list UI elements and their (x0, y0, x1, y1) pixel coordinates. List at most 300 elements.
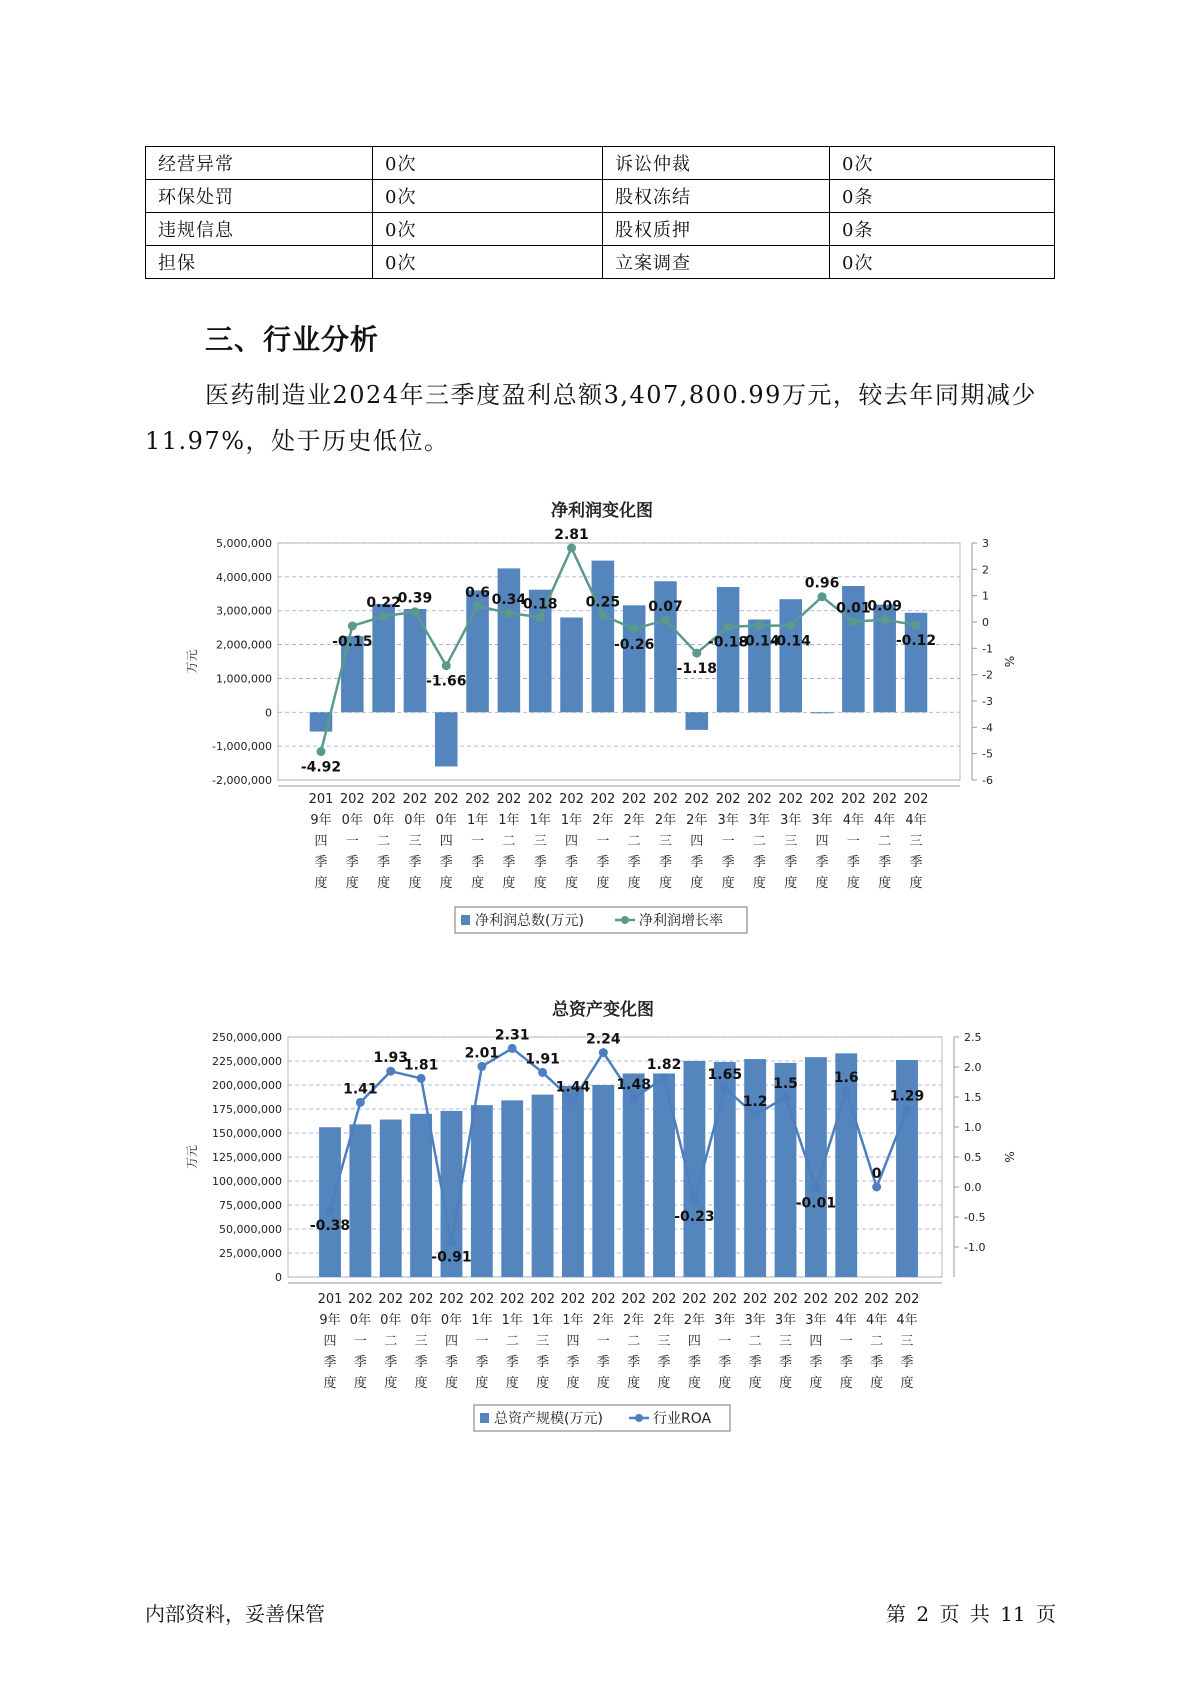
data-label: 1.65 (707, 1067, 743, 1083)
line-point (356, 1098, 365, 1107)
bar (435, 712, 458, 766)
line-point (326, 1205, 335, 1214)
x-tick-label: 度 (658, 876, 672, 891)
x-tick-label: 202 (499, 1292, 525, 1307)
x-tick-label: 季 (565, 855, 579, 870)
x-tick-label: 三 (408, 834, 422, 849)
data-label: -0.91 (431, 1249, 472, 1266)
x-tick-label: 二 (870, 1334, 884, 1349)
x-tick-label: 度 (909, 876, 923, 891)
line-point (504, 609, 513, 618)
x-tick-label: 四 (687, 1334, 701, 1349)
x-tick-label: 0年 (404, 813, 426, 828)
table-row (146, 246, 1055, 279)
x-tick-label: 度 (690, 876, 704, 891)
data-label: 1.2 (742, 1094, 768, 1110)
y2-tick-label: 0.0 (964, 1181, 982, 1194)
data-label: 0.25 (585, 594, 621, 611)
x-tick-label: 季 (718, 1355, 732, 1370)
x-tick-label: 二 (752, 834, 766, 849)
line-point (536, 613, 545, 622)
table-row (146, 180, 1055, 213)
y2-tick-label: 1.5 (964, 1091, 982, 1104)
x-tick-label: 季 (900, 1355, 914, 1370)
x-tick-label: 季 (690, 855, 704, 870)
x-tick-label: 202 (840, 792, 866, 807)
x-tick-label: 二 (627, 834, 641, 849)
data-label: 0.07 (648, 599, 683, 616)
line-point (690, 1196, 699, 1205)
x-tick-label: 一 (839, 1334, 853, 1349)
data-label: 1.5 (773, 1076, 798, 1092)
x-tick-label: 季 (384, 1355, 398, 1370)
x-tick-label: 三 (658, 834, 672, 849)
x-tick-label: 2年 (683, 1313, 706, 1328)
y-tick-label: 5,000,000 (216, 537, 272, 550)
x-tick-label: 二 (505, 1334, 519, 1349)
y2-tick-label: -5 (982, 747, 993, 761)
y2-tick-label: -6 (982, 774, 993, 787)
y2-tick-label: 2.0 (964, 1061, 982, 1074)
x-tick-label: 度 (471, 876, 485, 891)
x-tick-label: 度 (414, 1376, 428, 1391)
x-tick-label: 度 (784, 876, 798, 891)
x-tick-label: 3年 (714, 1313, 736, 1328)
y2-tick-label: 3 (982, 537, 989, 550)
x-tick-label: 季 (779, 1355, 793, 1370)
chart-title: 总资产变化图 (552, 1000, 654, 1020)
x-tick-label: 三 (414, 1334, 428, 1349)
x-tick-label: 9年 (319, 1313, 341, 1328)
data-label: -4.92 (300, 759, 342, 776)
legend-line-label: 净利润增长率 (639, 913, 723, 929)
bar (319, 1127, 341, 1277)
x-tick-label: 4年 (905, 813, 927, 828)
y-tick-label: 0 (275, 1271, 282, 1284)
x-tick-label: 度 (718, 1376, 732, 1391)
data-label: 0.09 (867, 598, 902, 615)
y-tick-label: 250,000,000 (212, 1031, 282, 1044)
data-label: -1.18 (676, 661, 717, 678)
x-tick-label: 3年 (717, 813, 739, 828)
legend-bar-label: 总资产规模(万元) (494, 1411, 603, 1427)
data-label: 1.91 (525, 1051, 560, 1068)
x-tick-label: 2年 (653, 1313, 675, 1328)
risk-item-count: 0次 (830, 246, 1055, 279)
x-tick-label: 二 (502, 834, 516, 849)
line-point (811, 1183, 820, 1192)
x-tick-label: 202 (339, 792, 365, 807)
data-label: 1.81 (403, 1057, 439, 1074)
y-tick-label: 50,000,000 (219, 1223, 282, 1236)
line-point (386, 1067, 395, 1076)
x-tick-label: 3年 (780, 813, 802, 828)
line-point (410, 607, 419, 616)
x-tick-label: 季 (878, 855, 892, 870)
bar (744, 1059, 766, 1277)
x-tick-label: 季 (748, 1355, 762, 1370)
y-tick-label: 150,000,000 (212, 1127, 282, 1140)
x-tick-label: 0年 (349, 1313, 372, 1328)
risk-item-label: 诉讼仲裁 (603, 147, 830, 180)
x-tick-label: 度 (846, 876, 860, 891)
line-point (692, 649, 701, 658)
x-tick-label: 季 (784, 855, 798, 870)
data-label: -0.01 (795, 1195, 837, 1212)
x-tick-label: 0年 (341, 813, 363, 828)
legend-bar-label: 净利润总数(万元) (475, 913, 584, 929)
line-point (567, 544, 576, 553)
data-label: 1.6 (833, 1070, 859, 1086)
table-row (146, 147, 1055, 180)
x-tick-label: 季 (377, 855, 391, 870)
line-point (786, 621, 795, 630)
y-tick-label: 175,000,000 (212, 1103, 282, 1116)
x-tick-label: 202 (864, 1292, 890, 1307)
data-label: 0.22 (366, 595, 401, 612)
x-tick-label: 二 (377, 834, 391, 849)
x-tick-label: 202 (378, 1292, 404, 1307)
line-point (630, 624, 639, 633)
y-axis-title: 万元 (185, 649, 199, 674)
y2-tick-label: -3 (982, 695, 993, 708)
total-assets-chart-svg (0, 995, 1191, 1455)
x-tick-label: 四 (815, 834, 829, 849)
y-tick-label: 1,000,000 (216, 672, 272, 686)
risk-item-count: 0次 (373, 147, 603, 180)
x-tick-label: 度 (809, 1376, 823, 1391)
x-tick-label: 度 (627, 1376, 641, 1391)
line-point (598, 611, 607, 620)
x-tick-label: 202 (371, 792, 397, 807)
line-point (379, 612, 388, 621)
x-tick-label: 201 (317, 1292, 343, 1307)
line-point (781, 1093, 790, 1102)
x-tick-label: 202 (894, 1292, 920, 1307)
data-label: 0.96 (804, 575, 840, 592)
x-tick-label: 度 (314, 876, 328, 891)
line-point (880, 615, 889, 624)
line-point (538, 1068, 547, 1077)
line-point (442, 661, 451, 670)
x-tick-label: 1年 (560, 813, 583, 828)
x-tick-label: 季 (596, 1355, 610, 1370)
data-label: -0.38 (309, 1217, 351, 1234)
bar (380, 1120, 402, 1277)
data-label: 2.01 (464, 1045, 500, 1062)
x-tick-label: 三 (657, 1334, 671, 1349)
x-tick-label: 4年 (896, 1313, 918, 1328)
x-tick-label: 一 (471, 834, 485, 849)
x-tick-label: 3年 (748, 813, 771, 828)
line-point (751, 1111, 760, 1120)
legend-line-marker (621, 916, 629, 924)
data-label: 0.34 (491, 592, 527, 609)
line-point (872, 1183, 881, 1192)
x-tick-label: 202 (530, 1292, 555, 1307)
x-tick-label: 度 (345, 876, 359, 891)
x-tick-label: 一 (345, 834, 359, 849)
x-tick-label: 度 (565, 876, 579, 891)
x-tick-label: 季 (627, 855, 641, 870)
x-tick-label: 度 (566, 1376, 580, 1391)
risk-item-label: 违规信息 (146, 213, 373, 246)
x-tick-label: 季 (475, 1355, 489, 1370)
y2-tick-label: 0 (982, 616, 989, 629)
x-tick-label: 季 (839, 1355, 853, 1370)
y-axis-title: 万元 (185, 1144, 199, 1170)
x-tick-label: 季 (353, 1355, 367, 1370)
y-tick-label: 75,000,000 (219, 1199, 282, 1212)
y-tick-label: 225,000,000 (212, 1055, 282, 1068)
y-tick-label: 200,000,000 (212, 1079, 282, 1092)
x-tick-label: 季 (414, 1355, 428, 1370)
line-point (317, 747, 326, 756)
x-tick-label: 202 (803, 1292, 829, 1307)
x-tick-label: 202 (347, 1292, 373, 1307)
y-tick-label: 0 (265, 706, 272, 720)
x-tick-label: 一 (721, 834, 735, 849)
x-tick-label: 四 (690, 834, 704, 849)
total-assets-chart (0, 995, 1191, 1455)
x-tick-label: 202 (773, 1292, 798, 1307)
bar (779, 599, 802, 712)
line-point (660, 1073, 669, 1082)
x-tick-label: 季 (909, 855, 923, 870)
y2-tick-label: -4 (982, 721, 993, 735)
x-tick-label: 0年 (435, 813, 457, 828)
data-label: -0.12 (895, 633, 937, 650)
risk-item-count: 0次 (830, 147, 1055, 180)
x-tick-label: 度 (752, 876, 766, 891)
x-tick-label: 202 (682, 1292, 707, 1307)
x-tick-label: 2年 (686, 813, 708, 828)
data-label: -0.18 (707, 634, 749, 651)
data-label: 0.01 (836, 600, 871, 617)
line-point (720, 1084, 729, 1093)
bar (592, 1085, 614, 1277)
x-tick-label: 度 (878, 876, 892, 891)
x-tick-label: 四 (444, 1334, 458, 1349)
risk-item-count: 0条 (830, 180, 1055, 213)
legend-line-marker (635, 1414, 643, 1422)
x-tick-label: 季 (502, 855, 516, 870)
line-point (724, 622, 733, 631)
x-tick-label: 二 (878, 834, 892, 849)
x-tick-label: 2年 (623, 1313, 645, 1328)
section-heading: 三、行业分析 (205, 323, 380, 356)
x-tick-label: 三 (536, 1334, 550, 1349)
x-tick-label: 度 (384, 1376, 398, 1391)
x-tick-label: 度 (596, 1376, 610, 1391)
x-tick-label: 202 (651, 1292, 677, 1307)
x-tick-label: 度 (748, 1376, 762, 1391)
x-tick-label: 202 (469, 1292, 495, 1307)
y2-tick-label: 2.5 (964, 1031, 982, 1044)
x-tick-label: 季 (721, 855, 735, 870)
x-tick-label: 3年 (744, 1313, 766, 1328)
x-tick-label: 202 (590, 792, 616, 807)
data-label: -0.26 (613, 636, 655, 653)
data-label: 2.81 (554, 527, 589, 544)
line-point (629, 1094, 638, 1103)
line-point (447, 1237, 456, 1246)
y2-axis-title: % (1002, 1151, 1016, 1163)
line-point (417, 1074, 426, 1083)
risk-item-count: 0条 (830, 213, 1055, 246)
x-tick-label: 202 (712, 1292, 738, 1307)
x-tick-label: 四 (809, 1334, 823, 1349)
x-tick-label: 一 (596, 1334, 610, 1349)
x-tick-label: 1年 (531, 1313, 554, 1328)
x-tick-label: 4年 (842, 813, 865, 828)
line-point (477, 1062, 486, 1071)
x-tick-label: 四 (565, 834, 579, 849)
x-tick-label: 四 (314, 834, 328, 849)
x-tick-label: 季 (687, 1355, 701, 1370)
y2-tick-label: -0.5 (964, 1211, 986, 1224)
y2-tick-label: 2 (982, 563, 989, 577)
data-label: 1.44 (555, 1079, 591, 1096)
x-tick-label: 202 (621, 792, 647, 807)
industry-summary-paragraph: 医药制造业2024年三季度盈利总额3,407,800.99万元，较去年同期减少11.97%，处于历史低位。 (145, 381, 1037, 455)
line-point (912, 621, 921, 630)
x-tick-label: 0年 (380, 1313, 402, 1328)
x-tick-label: 4年 (835, 1313, 857, 1328)
data-label: 1.93 (373, 1050, 409, 1067)
y2-tick-label: 1.0 (964, 1121, 982, 1134)
data-label: -1.66 (426, 673, 467, 690)
x-tick-label: 二 (627, 1334, 641, 1349)
x-tick-label: 4年 (865, 1313, 888, 1328)
y2-tick-label: -1 (982, 642, 993, 656)
data-label: 2.31 (494, 1027, 530, 1044)
x-tick-label: 3年 (811, 813, 833, 828)
line-point (599, 1048, 608, 1057)
net-profit-chart (0, 495, 1191, 955)
data-label: 1.48 (616, 1077, 651, 1094)
x-tick-label: 202 (833, 1292, 859, 1307)
footer-page-number: 第 2 页 共 11 页 (886, 1602, 1056, 1626)
x-tick-label: 季 (846, 855, 860, 870)
x-tick-label: 季 (566, 1355, 580, 1370)
x-tick-label: 202 (742, 1292, 768, 1307)
x-tick-label: 三 (533, 834, 547, 849)
x-tick-label: 度 (900, 1376, 914, 1391)
x-tick-label: 9年 (310, 813, 332, 828)
y-tick-label: 100,000,000 (212, 1175, 282, 1188)
x-tick-label: 202 (872, 792, 898, 807)
x-tick-label: 一 (718, 1334, 732, 1349)
x-tick-label: 度 (439, 876, 453, 891)
x-tick-label: 度 (657, 1376, 671, 1391)
x-tick-label: 3年 (805, 1313, 827, 1328)
x-tick-label: 季 (809, 1355, 823, 1370)
risk-item-label: 经营异常 (146, 147, 373, 180)
footer-confidential: 内部资料，妥善保管 (145, 1602, 325, 1626)
line-point (568, 1096, 577, 1105)
x-tick-label: 季 (471, 855, 485, 870)
x-tick-label: 0年 (440, 1313, 463, 1328)
x-tick-label: 三 (779, 1334, 793, 1349)
y-tick-label: 2,000,000 (216, 638, 272, 652)
bar (562, 1086, 584, 1277)
line-point (842, 1087, 851, 1096)
bar (501, 1100, 523, 1277)
y2-tick-label: 0.5 (964, 1151, 982, 1164)
data-label: 0.6 (465, 585, 490, 602)
x-tick-label: 度 (721, 876, 735, 891)
y2-tick-label: 1 (982, 589, 989, 603)
x-tick-label: 季 (505, 1355, 519, 1370)
x-tick-label: 度 (323, 1376, 337, 1391)
data-label: 0.18 (522, 596, 558, 613)
bar (471, 1105, 493, 1277)
bar (532, 1095, 554, 1277)
data-label: 0 (871, 1166, 882, 1182)
data-label: 0.39 (397, 590, 433, 607)
line-point (661, 616, 670, 625)
data-label: 1.29 (889, 1088, 925, 1105)
x-tick-label: 度 (475, 1376, 489, 1391)
x-tick-label: 季 (323, 1355, 337, 1370)
x-tick-label: 202 (590, 1292, 616, 1307)
x-tick-label: 四 (323, 1334, 337, 1349)
bar (811, 712, 834, 713)
data-label: 2.24 (586, 1031, 621, 1048)
x-tick-label: 季 (752, 855, 766, 870)
x-tick-label: 1年 (501, 1313, 523, 1328)
x-tick-label: 202 (809, 792, 835, 807)
bar (349, 1124, 371, 1277)
x-tick-label: 202 (408, 1292, 434, 1307)
x-tick-label: 202 (402, 792, 428, 807)
x-tick-label: 季 (533, 855, 547, 870)
line-point (903, 1105, 912, 1114)
x-tick-label: 度 (505, 1376, 519, 1391)
x-tick-label: 季 (815, 855, 829, 870)
x-tick-label: 1年 (498, 813, 520, 828)
x-tick-label: 202 (778, 792, 804, 807)
line-point (849, 617, 858, 626)
x-tick-label: 度 (779, 1376, 793, 1391)
x-tick-label: 0年 (410, 1313, 432, 1328)
x-tick-label: 季 (345, 855, 359, 870)
x-tick-label: 202 (465, 792, 490, 807)
risk-item-count: 0次 (373, 246, 603, 279)
x-tick-label: 202 (439, 1292, 464, 1307)
y-tick-label: 3,000,000 (216, 604, 272, 618)
data-label: 1.82 (646, 1056, 682, 1073)
line-point (348, 621, 357, 630)
net-profit-chart-svg (0, 495, 1191, 955)
x-tick-label: 三 (900, 1334, 914, 1349)
x-tick-label: 度 (627, 876, 641, 891)
bar (686, 712, 709, 730)
x-tick-label: 度 (536, 1376, 550, 1391)
x-tick-label: 季 (536, 1355, 550, 1370)
x-tick-label: 四 (566, 1334, 580, 1349)
x-tick-label: 4年 (874, 813, 896, 828)
x-tick-label: 季 (408, 855, 422, 870)
y-tick-label: 125,000,000 (212, 1151, 282, 1164)
data-label: -0.15 (332, 633, 373, 650)
x-tick-label: 2年 (592, 1313, 614, 1328)
x-tick-label: 二 (748, 1334, 762, 1349)
y2-axis-title: % (1002, 655, 1016, 668)
x-tick-label: 1年 (529, 813, 551, 828)
x-tick-label: 202 (496, 792, 522, 807)
